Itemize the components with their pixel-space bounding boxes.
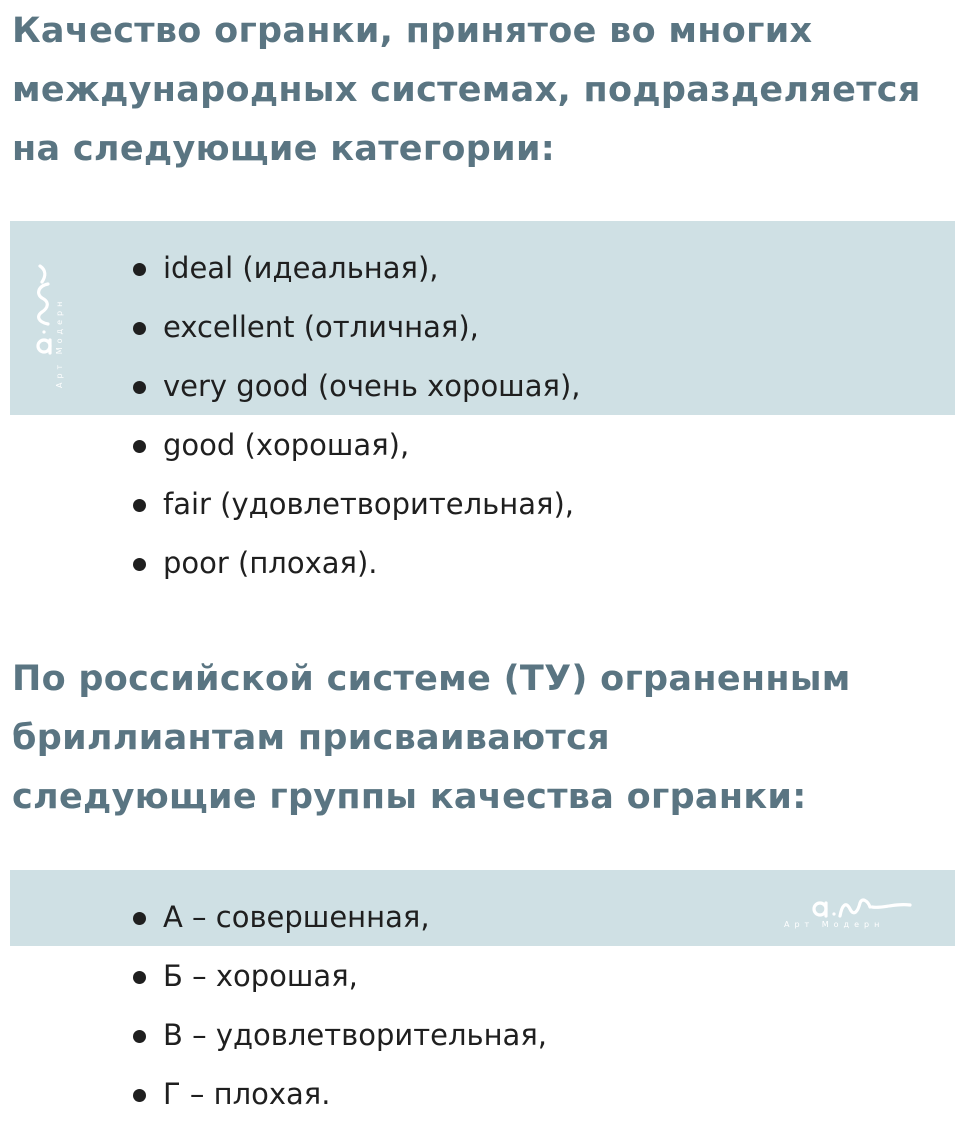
list-item: Г – плохая.	[130, 1065, 547, 1124]
watermark-text: Арт Модерн	[55, 297, 64, 388]
bullet-icon	[133, 322, 146, 335]
list-item: В – удовлетворительная,	[130, 1006, 547, 1065]
list-item: excellent (отличная),	[130, 298, 580, 357]
art-modern-logo-watermark	[782, 889, 942, 931]
bullet-icon	[133, 263, 146, 276]
heading-line: бриллиантам присваиваются	[12, 718, 610, 758]
list-item: Б – хорошая,	[130, 947, 547, 1006]
bullet-icon	[133, 912, 146, 925]
art-modern-logo-watermark	[28, 236, 72, 392]
list-item: А – совершенная,	[130, 888, 547, 947]
bullet-icon	[133, 558, 146, 571]
list-item: very good (очень хорошая),	[130, 357, 580, 416]
bullet-icon	[133, 440, 146, 453]
list-item: ideal (идеальная),	[130, 239, 580, 298]
list-item: good (хорошая),	[130, 416, 580, 475]
watermark-text: Арт Модерн	[784, 920, 885, 929]
heading-line: следующие группы качества огранки:	[12, 777, 807, 817]
heading-line: международных системах, подразделяется	[12, 70, 921, 110]
heading-cut-quality-international	[12, 2, 921, 179]
heading-line: на следующие категории:	[12, 129, 556, 169]
heading-line: Качество огранки, принятое во многих	[12, 11, 813, 51]
bullet-icon	[133, 971, 146, 984]
bullet-icon	[133, 1089, 146, 1102]
list-item: poor (плохая).	[130, 534, 580, 593]
list-item: fair (удовлетворительная),	[130, 475, 580, 534]
heading-cut-quality-russian	[12, 650, 851, 827]
bullet-icon	[133, 499, 146, 512]
bullet-icon	[133, 1030, 146, 1043]
cut-grade-list-international	[130, 239, 580, 593]
cut-grade-list-russian	[130, 888, 547, 1124]
bullet-icon	[133, 381, 146, 394]
heading-line: По российской системе (ТУ) ограненным	[12, 659, 851, 699]
